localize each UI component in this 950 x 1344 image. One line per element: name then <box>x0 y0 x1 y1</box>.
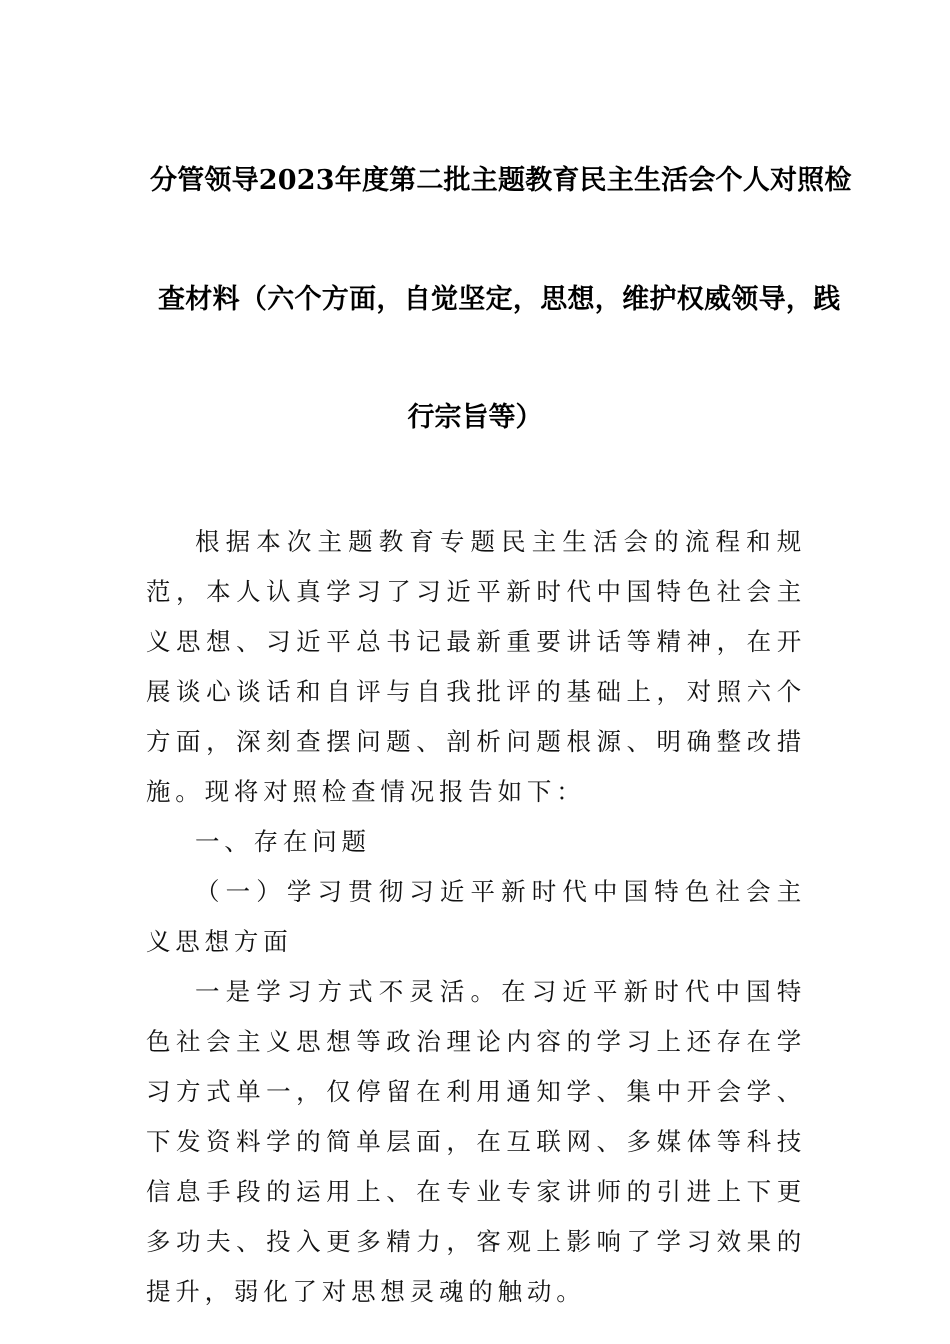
document-title-line-2: 查材料（六个方面，自觉坚定，思想，维护权威领导，践 <box>158 284 841 315</box>
problem-paragraph-1: 一是学习方式不灵活。在习近平新时代中国特色社会主义思想等政治理论内容的学习上还存在学习方式单一，仅停留在利用通知学、集中开会学、下发资料学的简单层面，在互联网、多媒体等科技信息手段的运用上、在专业专家讲师的引进上下更多功夫、投入更多精力，客观上影响了学习效果的提升，弱化了对思想灵魂的触动。 <box>146 977 806 1306</box>
subsection-heading-study: （一）学习贯彻习近平新时代中国特色社会主义思想方面 <box>146 877 806 956</box>
document-title-line-1: 分管领导2023年度第二批主题教育民主生活会个人对照检 <box>150 165 852 196</box>
document-title-line-3: 行宗旨等） <box>407 402 543 433</box>
document-body <box>146 517 806 1317</box>
intro-paragraph: 根据本次主题教育专题民主生活会的流程和规范，本人认真学习了习近平新时代中国特色社会主义思想、习近平总书记最新重要讲话等精神，在开展谈心谈话和自评与自我批评的基础上，对照六个方面，深刻查摆问题、剖析问题根源、明确整改措施。现将对照检查情况报告如下： <box>146 527 806 806</box>
section-heading-existing-problems: 一、存在问题 <box>195 827 371 856</box>
